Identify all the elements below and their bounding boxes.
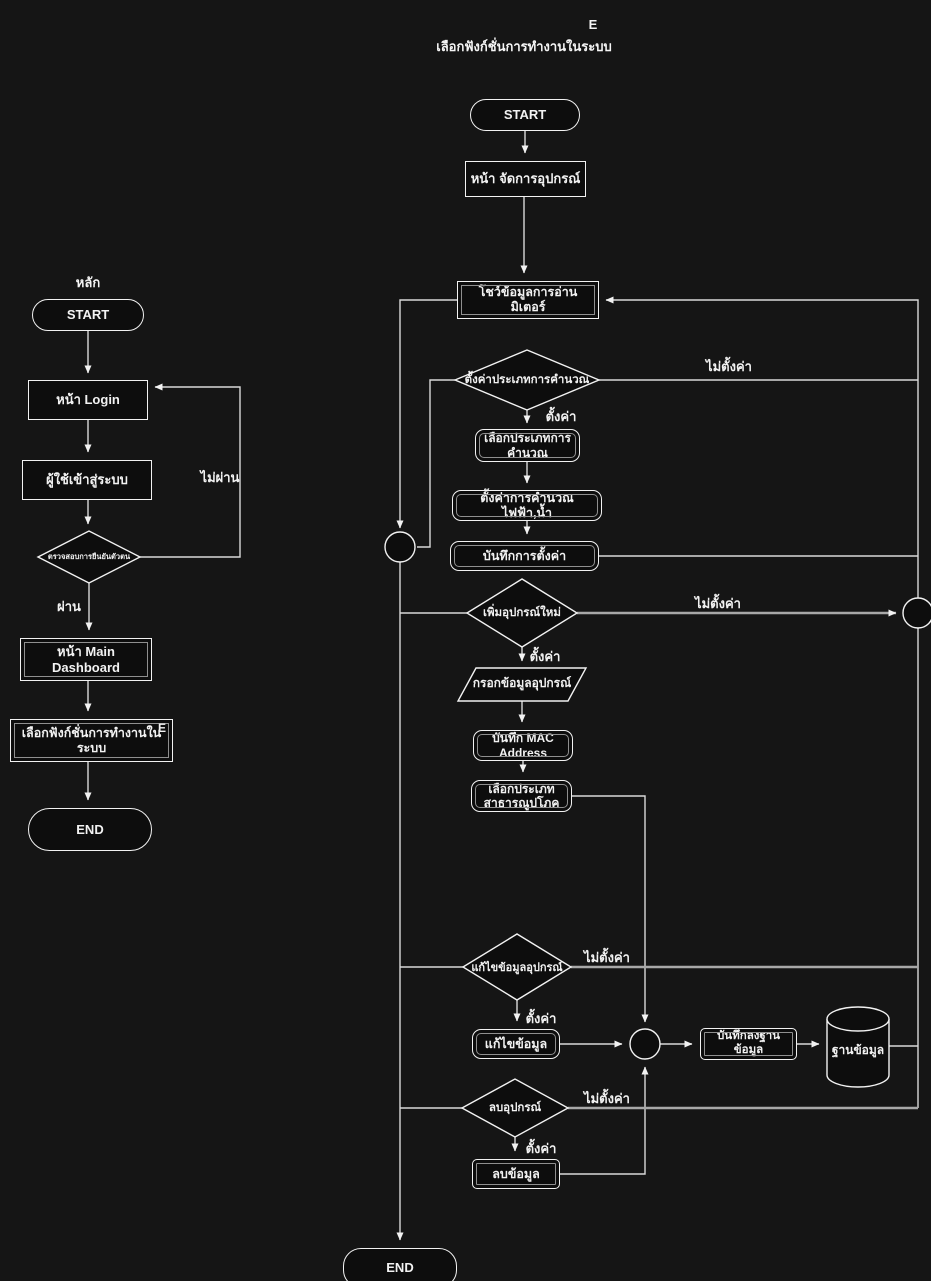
node-login-page: หน้า Login [28, 380, 148, 420]
edge-junction-decision1 [417, 380, 455, 547]
edge-label-pass: ผ่าน [57, 599, 81, 614]
node-set-calc-power-water: ตั้งค่าการคำนวณไฟฟ้า,น้ำ [452, 490, 602, 521]
edge-label-notset-1: ไม่ตั้งค่า [706, 359, 752, 374]
edge-label-set-3: ตั้งค่า [525, 1011, 557, 1026]
sub-chart-tag: E [588, 17, 598, 32]
node-save-settings: บันทึกการตั้งค่า [450, 541, 599, 571]
edge-showmeter-junction-left [400, 300, 457, 528]
node-save-to-database: บันทึกลงฐานข้อมูล [700, 1028, 797, 1060]
database-cylinder-top [827, 1007, 889, 1031]
sub-chart-title: เลือกฟังก์ชั่นการทำงานในระบบ [436, 39, 612, 54]
edge-deletedata-junction2 [560, 1067, 645, 1174]
node-save-mac-address: บันทึก MAC Address [473, 730, 573, 761]
edge-label-fail: ไม่ผ่าน [200, 470, 240, 485]
node-select-calc-type: เลือกประเภทการคำนวณ [475, 429, 580, 462]
node-select-utility-type: เลือกประเภทสาธารณูปโภค [471, 780, 572, 812]
node-edit-data: แก้ไขข้อมูล [472, 1029, 560, 1059]
select-function-tag: E [157, 721, 166, 735]
decision-calc-type-label: ตั้งค่าประเภทการคำนวณ [464, 373, 590, 386]
decision-verify-label: ตรวจสอบการยืนยันตัวตน [47, 551, 131, 561]
node-main-dashboard: หน้า Main Dashboard [20, 638, 152, 681]
node-end: END [343, 1248, 457, 1281]
main-chart-title: หลัก [75, 275, 101, 290]
edge-label-notset-4: ไม่ตั้งค่า [584, 1091, 630, 1106]
decision-delete-device-label: ลบอุปกรณ์ [488, 1101, 542, 1114]
node-start: START [470, 99, 580, 131]
node-main-start: START [32, 299, 144, 331]
edge-label-set-4: ตั้งค่า [525, 1141, 557, 1156]
junction-right-circle [903, 598, 931, 628]
input-enter-device-label: กรอกข้อมูลอุปกรณ์ [472, 676, 572, 691]
node-device-manage-page: หน้า จัดการอุปกรณ์ [465, 161, 586, 197]
junction-left-circle [385, 532, 415, 562]
edge-rightrail-showmeter [606, 300, 918, 598]
node-show-meter-data: โชว์ข้อมูลการอ่านมิเตอร์ [457, 281, 599, 319]
node-main-end: END [28, 808, 152, 851]
database-label: ฐานข้อมูล [831, 1043, 885, 1058]
decision-add-device-label: เพิ่มอุปกรณ์ใหม่ [483, 606, 561, 619]
node-select-function [10, 719, 173, 762]
edge-utility-junction2 [572, 796, 645, 1022]
select-function-label: เลือกฟังก์ชั่นการทำงานในระบบ [21, 725, 162, 755]
decision-edit-device-label: แก้ไขข้อมูลอุปกรณ์ [471, 961, 563, 974]
edge-label-set-2: ตั้งค่า [529, 649, 561, 664]
edge-label-notset-2: ไม่ตั้งค่า [695, 596, 741, 611]
node-user-login: ผู้ใช้เข้าสู่ระบบ [22, 460, 152, 500]
node-delete-data: ลบข้อมูล [472, 1159, 560, 1189]
edge-label-notset-3: ไม่ตั้งค่า [584, 950, 630, 965]
junction-middle-circle [630, 1029, 660, 1059]
edge-label-set-1: ตั้งค่า [545, 409, 577, 424]
